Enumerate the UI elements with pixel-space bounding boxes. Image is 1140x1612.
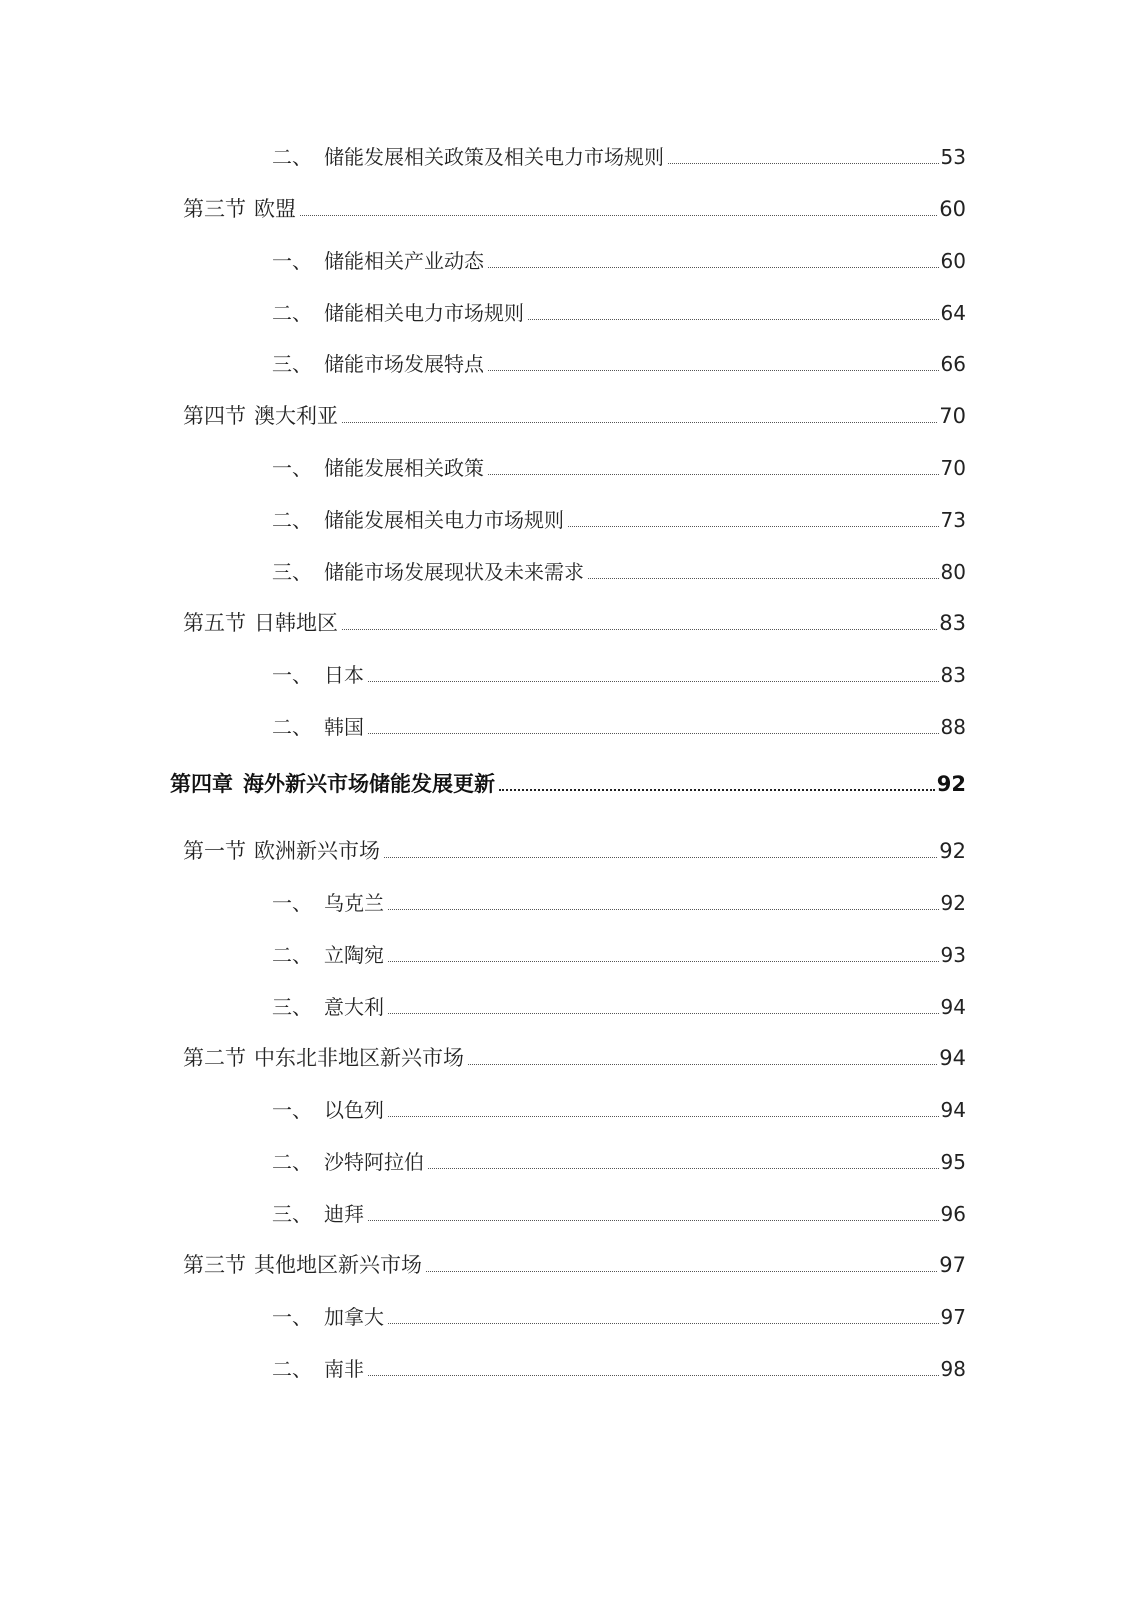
toc-entry-page: 97 [940, 1305, 966, 1329]
dot-leader [488, 267, 939, 268]
toc-entry-title: 澳大利亚 [254, 404, 338, 428]
toc-entry-page: 66 [940, 352, 966, 376]
toc-entry-title: 加拿大 [324, 1305, 384, 1329]
toc-entry-number: 二、 [272, 715, 312, 739]
toc-entry[interactable] [272, 557, 966, 587]
toc-entry-number: 三、 [272, 1202, 312, 1226]
toc-entry-number: 第四节 [183, 404, 246, 428]
toc-entry-number: 二、 [272, 508, 312, 532]
toc-entry-page: 80 [940, 560, 966, 584]
toc-entry-number: 第三节 [183, 1253, 246, 1277]
toc-entry[interactable] [272, 505, 966, 535]
toc-entry-title: 日韩地区 [254, 611, 338, 635]
dot-leader [468, 1064, 937, 1065]
toc-entry-title: 储能相关电力市场规则 [324, 301, 524, 325]
toc-entry-page: 73 [940, 508, 966, 532]
dot-leader [368, 733, 939, 734]
toc-entry-title: 储能市场发展特点 [324, 352, 484, 376]
toc-entry-page: 70 [940, 456, 966, 480]
toc-entry[interactable] [272, 660, 966, 690]
toc-entry[interactable] [183, 401, 966, 431]
toc-entry-title: 储能发展相关政策及相关电力市场规则 [324, 145, 664, 169]
toc-entry-title: 意大利 [324, 995, 384, 1019]
toc-entry-title: 以色列 [324, 1098, 384, 1122]
toc-entry-number: 第五节 [183, 611, 246, 635]
dot-leader [388, 909, 939, 910]
toc-entry-title: 储能发展相关政策 [324, 456, 484, 480]
toc-entry-title: 迪拜 [324, 1202, 364, 1226]
toc-entry-title: 中东北非地区新兴市场 [254, 1046, 464, 1070]
toc-entry-page: 94 [939, 1046, 966, 1070]
toc-entry-title: 南非 [324, 1357, 364, 1381]
toc-entry-number: 第一节 [183, 839, 246, 863]
toc-entry-title: 沙特阿拉伯 [324, 1150, 424, 1174]
toc-entry-number: 三、 [272, 352, 312, 376]
toc-entry[interactable] [272, 712, 966, 742]
toc-entry-number: 二、 [272, 1150, 312, 1174]
toc-entry-title: 欧洲新兴市场 [254, 839, 380, 863]
toc-entry[interactable] [272, 246, 966, 276]
toc-entry-page: 94 [940, 1098, 966, 1122]
toc-entry-page: 64 [940, 301, 966, 325]
toc-entry-title: 储能市场发展现状及未来需求 [324, 560, 584, 584]
toc-entry[interactable] [272, 1147, 966, 1177]
toc-entry-page: 88 [940, 715, 966, 739]
toc-entry-page: 97 [939, 1253, 966, 1277]
dot-leader [588, 578, 939, 579]
toc-entry-page: 92 [940, 891, 966, 915]
toc-entry[interactable] [272, 1354, 966, 1384]
toc-entry-number: 一、 [272, 1098, 312, 1122]
dot-leader [528, 319, 939, 320]
toc-entry[interactable] [272, 453, 966, 483]
toc-entry-title: 韩国 [324, 715, 364, 739]
toc-entry-title: 乌克兰 [324, 891, 384, 915]
toc-entry-page: 60 [939, 197, 966, 221]
toc-entry-page: 53 [940, 145, 966, 169]
toc-entry-number: 第二节 [183, 1046, 246, 1070]
toc-entry[interactable] [183, 608, 966, 638]
toc-entry-page: 96 [940, 1202, 966, 1226]
toc-entry-page: 93 [940, 943, 966, 967]
toc-entry-number: 一、 [272, 456, 312, 480]
toc-entry-title: 储能发展相关电力市场规则 [324, 508, 564, 532]
toc-entry-page: 70 [939, 404, 966, 428]
toc-entry-page: 94 [940, 995, 966, 1019]
toc-entry[interactable] [183, 836, 966, 866]
dot-leader [488, 370, 939, 371]
toc-entry[interactable] [183, 1043, 966, 1073]
toc-entry[interactable] [272, 992, 966, 1022]
dot-leader [384, 857, 937, 858]
dot-leader [342, 629, 937, 630]
toc-entry-number: 第三节 [183, 197, 246, 221]
toc-entry-page: 83 [940, 663, 966, 687]
toc-entry-number: 一、 [272, 1305, 312, 1329]
toc-entry[interactable] [183, 194, 966, 224]
dot-leader [568, 526, 939, 527]
toc-entry-title: 其他地区新兴市场 [254, 1253, 422, 1277]
toc-entry[interactable] [272, 1199, 966, 1229]
toc-entry-number: 二、 [272, 145, 312, 169]
toc-entry-number: 一、 [272, 663, 312, 687]
toc-entry-page: 60 [940, 249, 966, 273]
toc-entry-title: 欧盟 [254, 197, 296, 221]
toc-entry-page: 95 [940, 1150, 966, 1174]
dot-leader [668, 163, 939, 164]
toc-entry[interactable] [272, 142, 966, 172]
toc-entry-number: 二、 [272, 1357, 312, 1381]
toc-entry-page: 83 [939, 611, 966, 635]
dot-leader [488, 474, 939, 475]
toc-entry-number: 二、 [272, 943, 312, 967]
dot-leader [342, 422, 937, 423]
toc-entry[interactable] [183, 1250, 966, 1280]
dot-leader [368, 681, 939, 682]
dot-leader [428, 1168, 939, 1169]
toc-entry-page: 92 [936, 772, 966, 796]
dot-leader [368, 1220, 939, 1221]
toc-entry[interactable] [272, 1302, 966, 1332]
dot-leader [388, 1323, 939, 1324]
dot-leader [388, 961, 939, 962]
toc-entry-title: 海外新兴市场储能发展更新 [243, 772, 495, 796]
dot-leader [499, 789, 935, 791]
toc-entry[interactable] [272, 298, 966, 328]
dot-leader [388, 1013, 939, 1014]
toc-entry[interactable] [272, 888, 966, 918]
toc-entry-number: 一、 [272, 891, 312, 915]
toc-entry-number: 第四章 [170, 772, 233, 796]
toc-entry-title: 立陶宛 [324, 943, 384, 967]
dot-leader [426, 1271, 937, 1272]
dot-leader [368, 1375, 939, 1376]
toc-chapter-entry[interactable] [170, 769, 966, 799]
toc-entry-number: 三、 [272, 560, 312, 584]
toc-entry[interactable] [272, 1095, 966, 1125]
toc-entry-title: 储能相关产业动态 [324, 249, 484, 273]
dot-leader [388, 1116, 939, 1117]
dot-leader [300, 215, 937, 216]
toc-entry-page: 98 [940, 1357, 966, 1381]
toc-entry[interactable] [272, 349, 966, 379]
toc-entry-title: 日本 [324, 663, 364, 687]
toc-entry-number: 一、 [272, 249, 312, 273]
toc-entry-number: 三、 [272, 995, 312, 1019]
toc-entry-number: 二、 [272, 301, 312, 325]
toc-entry-page: 92 [939, 839, 966, 863]
toc-entry[interactable] [272, 940, 966, 970]
